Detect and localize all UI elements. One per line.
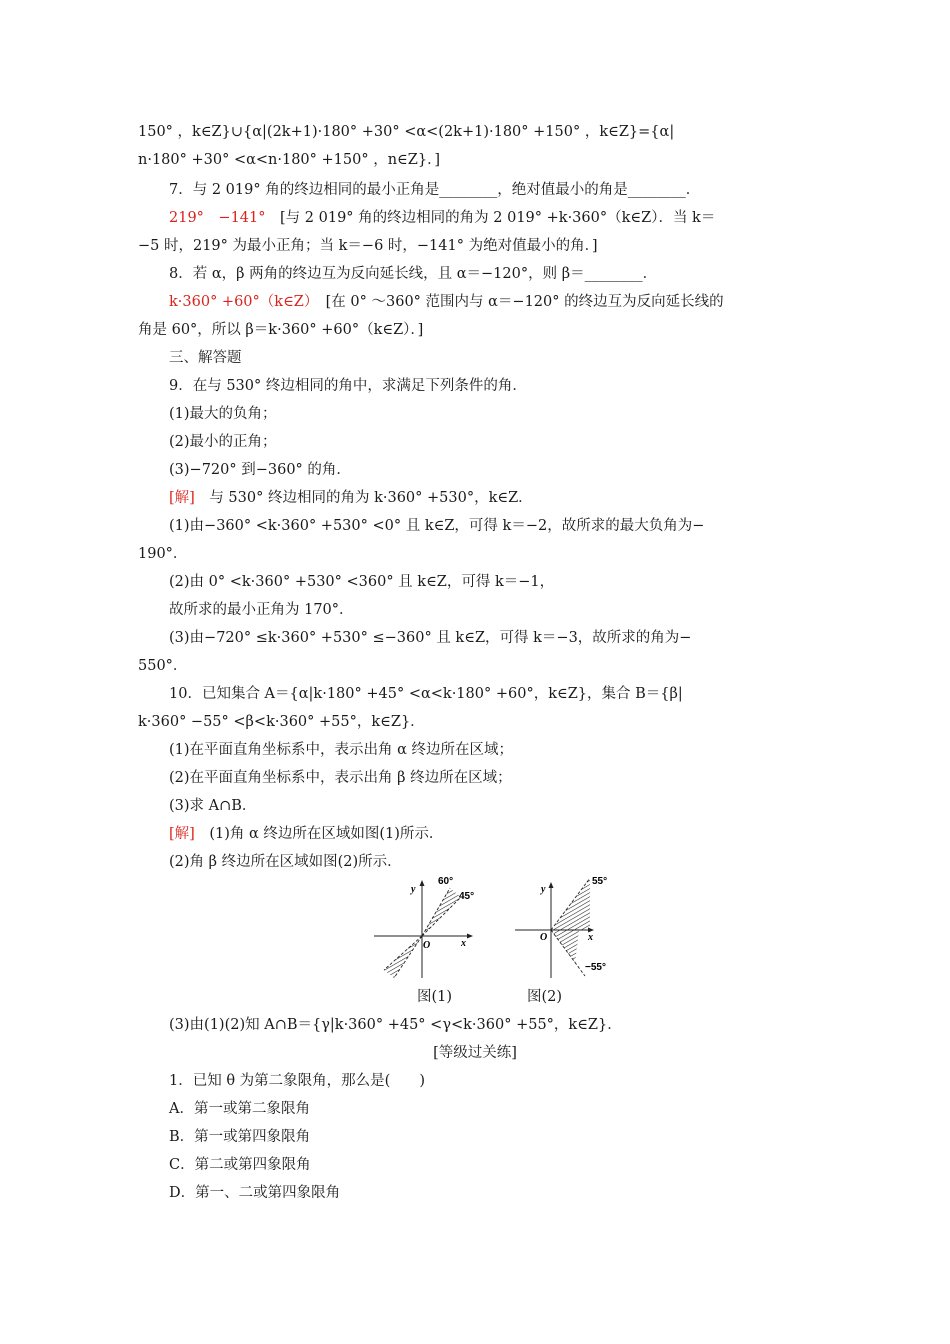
- figure-2: [513, 872, 618, 980]
- option-c: C．第二或第四象限角: [169, 1157, 311, 1173]
- solution-tag: [解]: [169, 490, 195, 506]
- figure-2-diagram: [513, 872, 618, 980]
- text-line: (3)−720° 到−360° 的角．: [169, 462, 351, 478]
- solution-tag: [解]: [169, 826, 195, 842]
- label-55: 55°: [592, 876, 608, 887]
- alpha-region-lower: [384, 936, 422, 978]
- figure-2-caption: 图(2): [527, 989, 563, 1005]
- text-line: (2)在平面直角坐标系中，表示出角 β 终边所在区域；: [169, 770, 512, 786]
- answer-7: [169, 208, 849, 228]
- text-line: (1)由−360° <k·360° +530° <0° 且 k∈Z，可得 k＝−2，故所求的最大负角为−: [169, 518, 705, 534]
- text-line: (1)最大的负角；: [169, 406, 277, 422]
- figure-1: [372, 872, 477, 980]
- option-b: B．第一或第四象限角: [169, 1129, 311, 1145]
- y-label: y: [411, 884, 416, 895]
- x-label: x: [461, 938, 466, 949]
- figure-1-caption: 图(1): [417, 989, 453, 1005]
- origin-label: O: [423, 940, 431, 951]
- solution-text: 与 530° 终边相同的角为 k·360° +530°，k∈Z．: [194, 490, 533, 506]
- solution-9: [169, 488, 849, 508]
- section-heading: 三、解答题: [169, 350, 242, 366]
- text-line: k·360° −55° <β<k·360° +55°，k∈Z}．: [138, 714, 425, 730]
- origin-label: O: [540, 932, 548, 943]
- x-label: x: [588, 932, 593, 943]
- label-60: 60°: [438, 876, 454, 887]
- y-axis-arrow: [420, 880, 425, 886]
- text-line: (2)角 β 终边所在区域如图(2)所示．: [169, 854, 402, 870]
- answer-7-explanation: [与 2 019° 角的终边相同的角为 2 019° +k·360°（k∈Z）．当 k＝: [265, 210, 716, 226]
- label-minus-55: −55°: [585, 962, 606, 973]
- text-line: −5 时，219° 为最小正角；当 k＝−6 时，−141° 为绝对值最小的角．]: [138, 238, 598, 254]
- solution-text: (1)角 α 终边所在区域如图(1)所示．: [194, 826, 444, 842]
- solution-10: [169, 824, 849, 844]
- text-line: 150° ，k∈Z}∪{α|(2k+1)·180° +30° <α<(2k+1)·180° +150° ，k∈Z}={α|: [138, 124, 675, 140]
- answer-8-explanation: [在 0° ～360° 范围内与 α＝−120° 的终边互为反向延长线的: [311, 294, 724, 310]
- text-line: 550°．: [138, 658, 188, 674]
- text-line: (1)在平面直角坐标系中，表示出角 α 终边所在区域；: [169, 742, 514, 758]
- text-line: 角是 60°，所以 β＝k·360° +60°（k∈Z）．]: [138, 322, 424, 338]
- alpha-region-upper: [422, 888, 461, 936]
- text-line: (3)求 A∩B．: [169, 798, 257, 814]
- text-line: (3)由−720° ≤k·360° +530° ≤−360° 且 k∈Z，可得 k＝−3，故所求的角为−: [169, 630, 692, 646]
- y-label: y: [541, 884, 546, 895]
- label-45: 45°: [459, 891, 475, 902]
- answer-8-value: k·360° +60°（k∈Z）: [169, 294, 312, 310]
- y-axis-arrow: [549, 882, 554, 888]
- question-7: 7．与 2 019° 角的终边相同的最小正角是________，绝对值最小的角是________．: [169, 182, 701, 198]
- question-10: 10．已知集合 A＝{α|k·180° +45° <α<k·180° +60°，k∈Z}，集合 B＝{β|: [169, 686, 683, 702]
- x-axis-arrow: [467, 934, 473, 939]
- answer-8: [169, 292, 849, 312]
- text-line: n·180° +30° <α<n·180° +150° ，n∈Z}．]: [138, 152, 440, 168]
- text-line: (3)由(1)(2)知 A∩B＝{γ|k·360° +45° <γ<k·360° +55°，k∈Z}．: [169, 1017, 622, 1033]
- answer-7-value: 219° −141°: [169, 210, 266, 226]
- text-line: 故所求的最小正角为 170°．: [169, 602, 354, 618]
- figure-1-diagram: [372, 872, 477, 980]
- section-heading: [等级过关练]: [433, 1045, 517, 1061]
- text-line: 190°．: [138, 546, 188, 562]
- text-line: (2)由 0° <k·360° +530° <360° 且 k∈Z，可得 k＝−1，: [169, 574, 555, 590]
- question-8: 8．若 α，β 两角的终边互为反向延长线，且 α＝−120°，则 β＝________．: [169, 266, 658, 282]
- question-1: 1．已知 θ 为第二象限角，那么是( ): [169, 1073, 425, 1089]
- text-line: (2)最小的正角；: [169, 434, 277, 450]
- question-9: 9．在与 530° 终边相同的角中，求满足下列条件的角．: [169, 378, 527, 394]
- option-d: D．第一、二或第四象限角: [169, 1185, 341, 1201]
- option-a: A．第一或第二象限角: [169, 1101, 310, 1117]
